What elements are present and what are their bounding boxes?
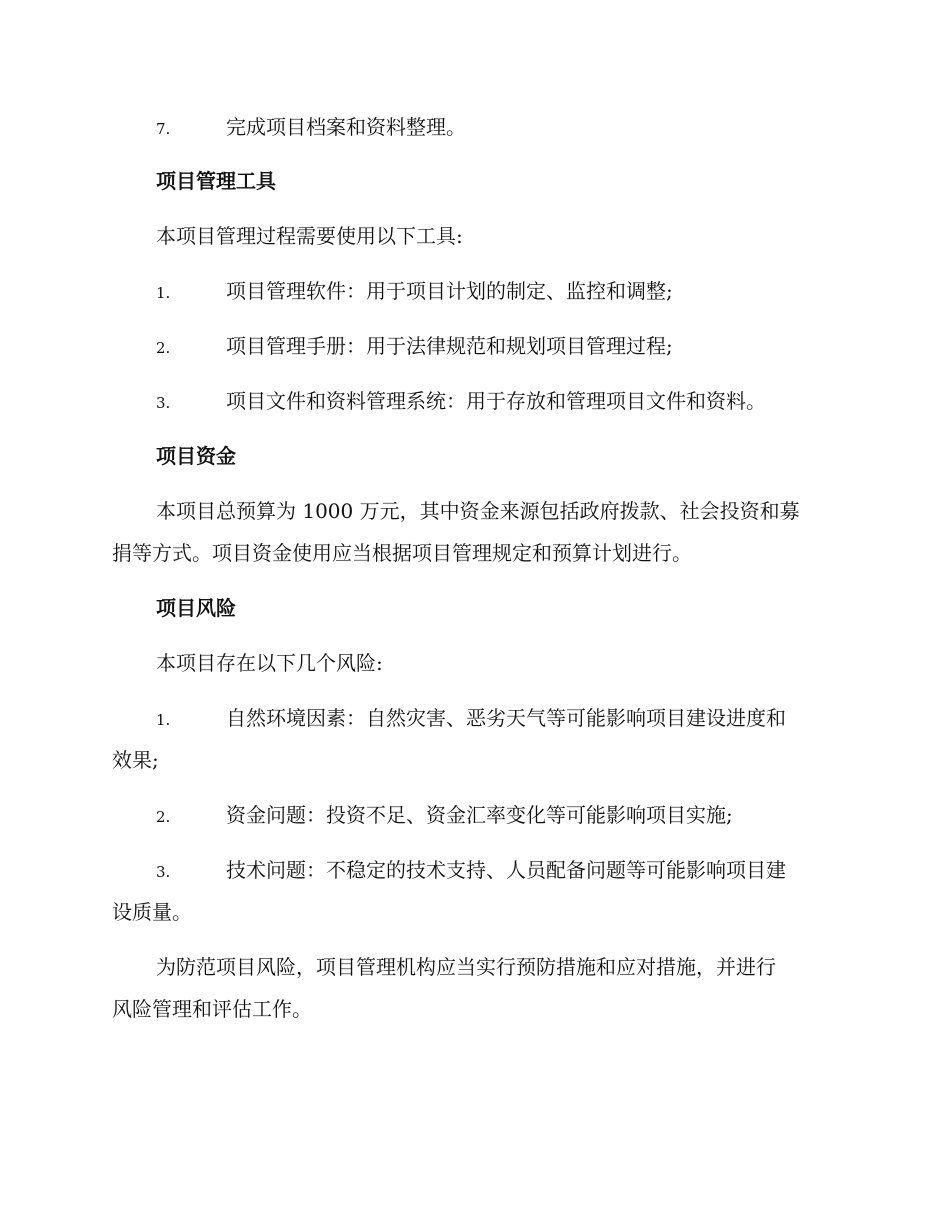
list-number: 1. bbox=[156, 711, 171, 729]
list-number: 3. bbox=[156, 394, 171, 412]
section-heading-risks: 项目风险 bbox=[156, 596, 236, 620]
paragraph-funds-line2: 捐等方式。项目资金使用应当根据项目管理规定和预算计划进行。 bbox=[112, 541, 692, 565]
list-item bbox=[112, 794, 884, 838]
list-number: 7. bbox=[156, 120, 171, 138]
paragraph-tools-intro: 本项目管理过程需要使用以下工具: bbox=[156, 224, 463, 248]
paragraph-funds-line1: 本项目总预算为 1000 万元，其中资金来源包括政府拨款、社会投资和募 bbox=[156, 499, 800, 523]
list-text: 自然环境因素：自然灾害、恶劣天气等可能影响项目建设进度和 bbox=[226, 706, 786, 730]
list-number: 1. bbox=[156, 284, 171, 302]
list-text: 项目管理手册：用于法律规范和规划项目管理过程; bbox=[226, 334, 673, 358]
list-number: 2. bbox=[156, 808, 171, 826]
list-item bbox=[112, 849, 884, 893]
list-text-continuation: 设质量。 bbox=[112, 900, 192, 924]
list-item bbox=[112, 380, 884, 424]
list-item bbox=[112, 697, 884, 741]
list-text: 完成项目档案和资料整理。 bbox=[226, 115, 466, 139]
list-text: 项目文件和资料管理系统：用于存放和管理项目文件和资料。 bbox=[226, 389, 766, 413]
list-number: 2. bbox=[156, 339, 171, 357]
list-item bbox=[112, 325, 884, 369]
section-heading-funds: 项目资金 bbox=[156, 444, 236, 468]
list-number: 3. bbox=[156, 863, 171, 881]
paragraph-conclusion-line1: 为防范项目风险，项目管理机构应当实行预防措施和应对措施，并进行 bbox=[156, 955, 776, 979]
list-text-continuation: 效果; bbox=[112, 748, 159, 772]
section-heading-tools: 项目管理工具 bbox=[156, 169, 276, 193]
list-item bbox=[112, 106, 884, 150]
paragraph-conclusion-line2: 风险管理和评估工作。 bbox=[112, 997, 312, 1021]
paragraph-risks-intro: 本项目存在以下几个风险: bbox=[156, 651, 383, 675]
list-text: 技术问题：不稳定的技术支持、人员配备问题等可能影响项目建 bbox=[226, 858, 786, 882]
list-text: 资金问题：投资不足、资金汇率变化等可能影响项目实施; bbox=[226, 803, 733, 827]
list-item bbox=[112, 270, 884, 314]
list-text: 项目管理软件：用于项目计划的制定、监控和调整; bbox=[226, 279, 673, 303]
